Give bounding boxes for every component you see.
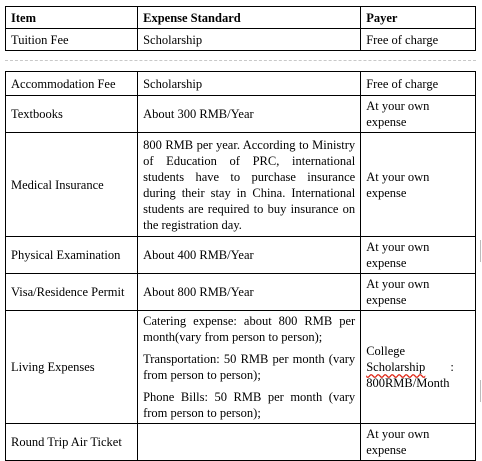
cell-payer: At your own expense bbox=[361, 237, 476, 274]
table-row bbox=[6, 237, 476, 274]
phone-bills-text: Phone Bills: 50 RMB per month (vary from person to person); bbox=[143, 390, 356, 420]
table-row bbox=[6, 29, 476, 51]
table-row bbox=[6, 311, 476, 424]
cell-item: Textbooks bbox=[6, 96, 138, 133]
cell-payer: Free of charge bbox=[361, 29, 476, 51]
header-row bbox=[6, 7, 476, 29]
cell-payer bbox=[361, 311, 476, 424]
cell-payer: At your own expense bbox=[361, 133, 476, 237]
scroll-edge-mark bbox=[480, 380, 481, 402]
cell-standard bbox=[138, 311, 361, 424]
cell-item: Medical Insurance bbox=[6, 133, 138, 237]
cell-standard bbox=[138, 424, 361, 461]
table-row bbox=[6, 133, 476, 237]
header-payer: Payer bbox=[361, 7, 476, 29]
scroll-edge-mark bbox=[480, 240, 481, 262]
cell-standard: 800 RMB per year. According to Ministry of Education of PRC, international students have to purchase insurance during their stay in China. International students are required to buy insurance on the registration day. bbox=[138, 133, 361, 237]
table-row bbox=[6, 424, 476, 461]
cell-payer: At your own expense bbox=[361, 96, 476, 133]
tuition-table bbox=[5, 6, 476, 51]
payer-amount: 800RMB/Month bbox=[366, 376, 450, 390]
table-row bbox=[6, 72, 476, 96]
payer-scholarship-word: Scholarship bbox=[366, 360, 426, 374]
cell-standard: About 800 RMB/Year bbox=[138, 274, 361, 311]
header-item: Item bbox=[6, 7, 138, 29]
cell-payer: Free of charge bbox=[361, 72, 476, 96]
header-expense-standard: Expense Standard bbox=[138, 7, 361, 29]
expense-table bbox=[5, 71, 476, 461]
cell-payer: At your own expense bbox=[361, 274, 476, 311]
cell-item: Physical Examination bbox=[6, 237, 138, 274]
cell-item: Accommodation Fee bbox=[6, 72, 138, 96]
cell-standard: Scholarship bbox=[138, 29, 361, 51]
cell-item: Living Expenses bbox=[6, 311, 138, 424]
cell-standard: About 300 RMB/Year bbox=[138, 96, 361, 133]
transportation-text: Transportation: 50 RMB per month (vary from person to person); bbox=[143, 352, 356, 382]
catering-text: Catering expense: about 800 RMB per month(vary from person to person); bbox=[143, 314, 356, 344]
cell-standard: Scholarship bbox=[138, 72, 361, 96]
table-row bbox=[6, 274, 476, 311]
payer-colon: : bbox=[450, 360, 454, 374]
page-break-divider bbox=[5, 60, 476, 61]
cell-standard: About 400 RMB/Year bbox=[138, 237, 361, 274]
table-row bbox=[6, 96, 476, 133]
cell-item: Tuition Fee bbox=[6, 29, 138, 51]
payer-prefix: College bbox=[366, 344, 406, 358]
cell-item: Visa/Residence Permit bbox=[6, 274, 138, 311]
cell-payer: At your own expense bbox=[361, 424, 476, 461]
cell-item: Round Trip Air Ticket bbox=[6, 424, 138, 461]
